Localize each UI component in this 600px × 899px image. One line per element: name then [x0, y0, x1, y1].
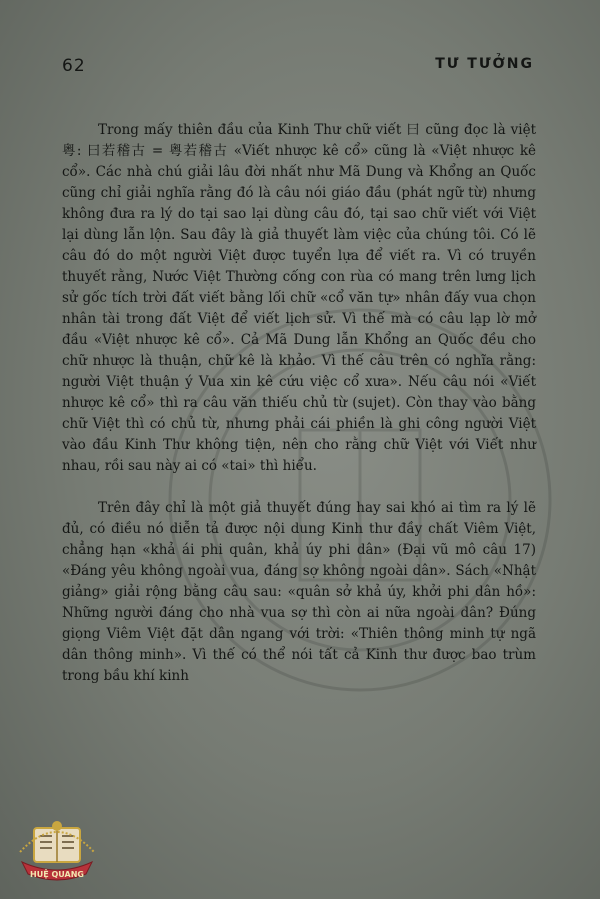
running-title: TƯ TƯỞNG: [435, 56, 534, 72]
seal-label: HUỆ QUANG: [30, 870, 84, 879]
page-header: [62, 56, 534, 80]
paragraph: Trong mấy thiên đầu của Kinh Thư chữ viết 曰 cũng đọc là việt 粵: 曰若稽古 = 粵若稽古 «Viết nhược kê cổ» cũng là «Việt nhược kê cổ». Các nhà chú giải lâu đời nhất như Mã Dung và Khổng an Quốc cũng chỉ giải nghĩa rằng đó là câu nói giáo đầu (phát ngữ từ) nhưng không đưa ra lý do tại sao lại dùng câu đó, tại sao chữ viết với Việt lại dùng lẫn lộn. Sau đây là giả thuyết làm việc của chúng tôi. Có lẽ câu đó do một người Việt được tuyển lựa để viết ra. Vì có truyền thuyết rằng, Nước Việt Thường cống con rùa có mang trên lưng lịch sử gốc tích trời đất viết bằng lối chữ «cổ văn tự» nhân đấy vua chọn nhân tài trong đất Việt để viết lịch sử. Vì thế mà có câu lạp lờ mở đầu «Việt nhược kê cổ». Cả Mã Dung lẫn Khổng an Quốc đều cho chữ nhược là thuận, chữ kê là khảo. Vì thế câu trên có nghĩa rằng: người Việt thuận ý Vua xin kê cứu việc cổ xưa». Nếu câu nói «Viết nhược kê cổ» thì ra câu văn thiếu chủ từ (sujet). Còn thay vào bằng chữ Việt thì có chủ từ, nhưng phải cái phiền là ghi công người Việt vào đầu Kinh Thư không tiện, nên cho rằng chữ Việt với Viết như nhau, rồi sau này ai có «tai» thì hiểu.: [62, 122, 536, 474]
page-number: 62: [62, 56, 86, 76]
body-text: [62, 120, 536, 687]
library-seal-logo: [14, 818, 100, 884]
paragraph: Trên đây chỉ là một giả thuyết đúng hay sai khó ai tìm ra lý lẽ đủ, có điều nó diễn tả được nội dung Kinh thư đầy chất Viêm Việt, chẳng hạn «khả ái phi quân, khả úy phi dân» (Đại vũ mô câu 17) «Đáng yêu không ngoài vua, đáng sợ không ngoài dân». Sách «Nhật giảng» giải rộng bằng câu sau: «quân sở khả úy, khởi phi dân hồ»: Những người đáng cho nhà vua sợ thì còn ai nữa ngoài dân? Đúng giọng Viêm Việt đặt dân ngang với trời: «Thiên thông minh tự ngã dân thông minh». Vì thế có thể nói tất cả Kinh thư được bao trùm trong bầu khí kinh: [62, 500, 536, 684]
